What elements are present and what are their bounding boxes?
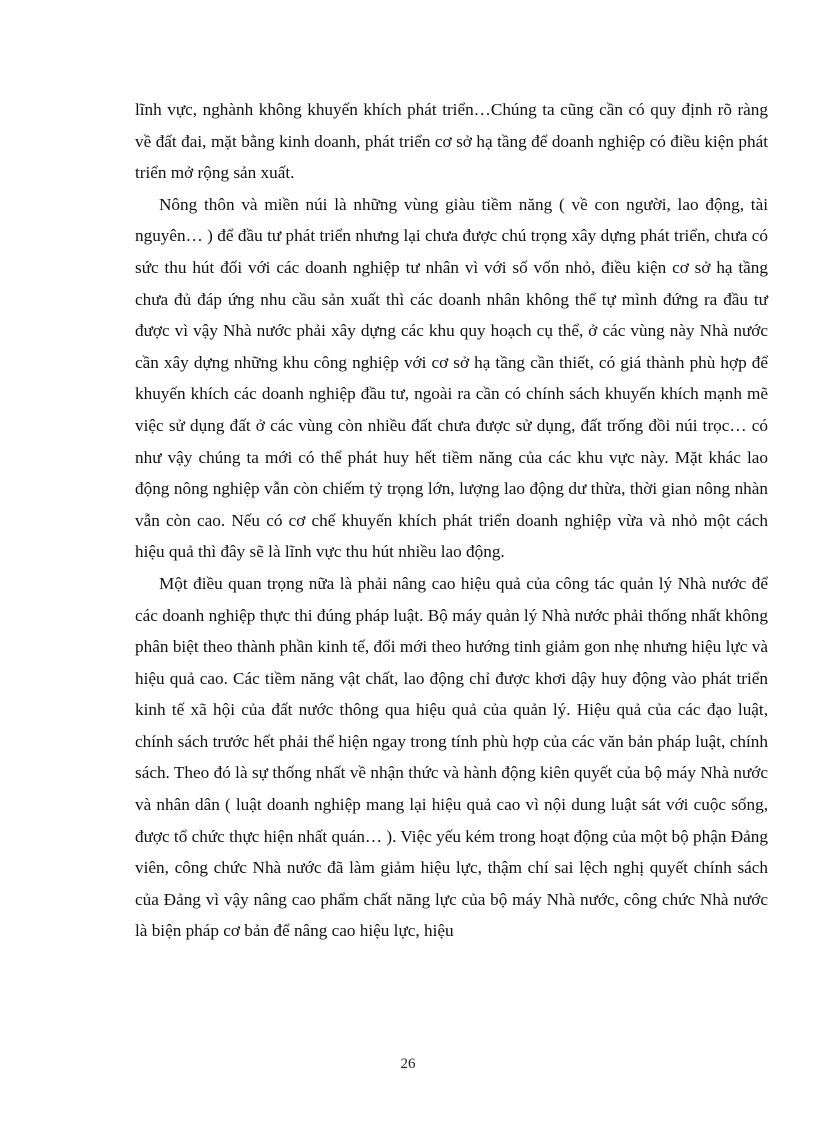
paragraph-3: Một điều quan trọng nữa là phải nâng cao hiệu quả của công tác quản lý Nhà nước để các doanh nghiệp thực thi đúng pháp luật. Bộ máy quản lý Nhà nước phải thống nhất không phân biệt theo thành phần kinh tế, đổi mới theo hướng tinh giảm gon nhẹ nhưng hiệu lực và hiệu quả cao. Các tiềm năng vật chất, lao động chỉ được khơi dậy huy động vào phát triển kinh tế xã hội của đất nước thông qua hiệu quả của quản lý. Hiệu quả của các đạo luật, chính sách trước hết phải thể hiện ngay trong tính phù hợp của các văn bản pháp luật, chính sách. Theo đó là sự thống nhất về nhận thức và hành động kiên quyết của bộ máy Nhà nước và nhân dân ( luật doanh nghiệp mang lại hiệu quả cao vì nội dung luật sát với cuộc sống, được tổ chức thực hiện nhất quán… ). Việc yếu kém trong hoạt động của một bộ phận Đảng viên, công chức Nhà nước đã làm giảm hiệu lực, thậm chí sai lệch nghị quyết chính sách của Đảng vì vậy nâng cao phẩm chất năng lực của bộ máy Nhà nước, công chức Nhà nước là biện pháp cơ bản để nâng cao hiệu lực, hiệu: [135, 573, 768, 941]
paragraph-1: lĩnh vực, nghành không khuyến khích phát triển…Chúng ta cũng cần có quy định rõ ràng về đất đai, mặt bằng kinh doanh, phát triển cơ sở hạ tầng để doanh nghiệp có điều kiện phát triển mở rộng sản xuất.: [135, 100, 768, 183]
body-text: [135, 94, 768, 947]
page-number: 26: [400, 1056, 416, 1072]
paragraph-2: Nông thôn và miền núi là những vùng giàu tiềm năng ( về con người, lao động, tài nguyên… ) để đầu tư phát triển nhưng lại chưa được chú trọng xây dựng phát triển, chưa có sức thu hút đối với các doanh nghiệp tư nhân vì với số vốn nhỏ, điều kiện cơ sở hạ tầng chưa đủ đáp ứng nhu cầu sản xuất thì các doanh nhân không thể tự mình đứng ra đầu tư được vì vậy Nhà nước phải xây dựng các khu quy hoạch cụ thể, ở các vùng này Nhà nước cần xây dựng những khu công nghiệp với cơ sở hạ tầng cần thiết, có giá thành phù hợp để khuyến khích các doanh nghiệp đầu tư, ngoài ra cần có chính sách khuyến khích mạnh mẽ việc sử dụng đất ở các vùng còn nhiều đất chưa được sử dụng, đất trống đồi núi trọc… có như vậy chúng ta mới có thể phát huy hết tiềm năng của các khu vực này. Mặt khác lao động nông nghiệp vẫn còn chiếm tỷ trọng lớn, lượng lao động dư thừa, thời gian nông nhàn vẫn còn cao. Nếu có cơ chế khuyến khích phát triển doanh nghiệp vừa và nhỏ một cách hiệu quả thì đây sẽ là lĩnh vực thu hút nhiều lao động.: [135, 194, 768, 562]
